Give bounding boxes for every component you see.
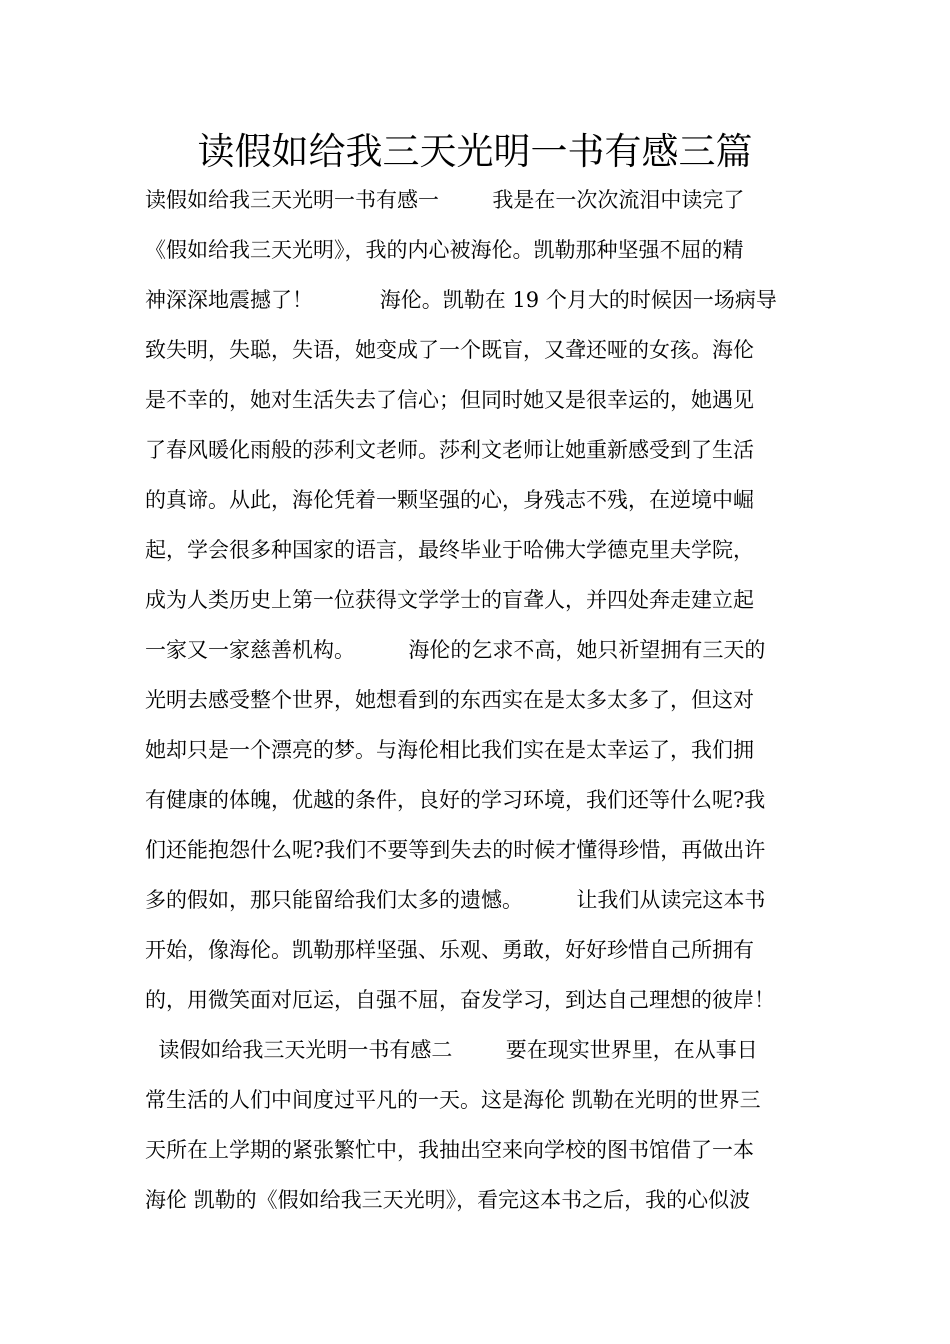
text-line: 读假如给我三天光明一书有感一 我是在一次次流泪中读完了 (145, 188, 745, 212)
document-title: 读假如给我三天光明一书有感三篇 (197, 130, 753, 173)
text-line: 光明去感受整个世界，她想看到的东西实在是太多太多了，但这对 (145, 688, 754, 712)
text-line: 一家又一家慈善机构。 海伦的乞求不高，她只祈望拥有三天的 (145, 638, 766, 662)
text-line: 神深深地震撼了！ 海伦。凯勒在 19 个月大的时候因一场病导 (145, 288, 777, 312)
text-line: 她却只是一个漂亮的梦。与海伦相比我们实在是太幸运了，我们拥 (145, 738, 754, 762)
text-line: 多的假如，那只能留给我们太多的遗憾。 让我们从读完这本书 (145, 888, 766, 912)
text-line: 了春风暖化雨般的莎利文老师。莎利文老师让她重新感受到了生活 (145, 438, 754, 462)
text-line: 有健康的体魄，优越的条件，良好的学习环境，我们还等什么呢?我 (145, 788, 766, 812)
text-line: 是不幸的，她对生活失去了信心；但同时她又是很幸运的，她遇见 (145, 388, 754, 412)
text-line: 成为人类历史上第一位获得文学学士的盲聋人，并四处奔走建立起 (145, 588, 754, 612)
text-line: 常生活的人们中间度过平凡的一天。这是海伦 凯勒在光明的世界三 (145, 1088, 761, 1112)
text-line: 起，学会很多种国家的语言，最终毕业于哈佛大学德克里夫学院， (145, 538, 754, 562)
text-line: 的，用微笑面对厄运，自强不屈，奋发学习，到达自己理想的彼岸！ (145, 988, 775, 1012)
text-line: 的真谛。从此，海伦凭着一颗坚强的心，身残志不残，在逆境中崛 (145, 488, 754, 512)
text-line: 致失明，失聪，失语，她变成了一个既盲，又聋还哑的女孩。海伦 (145, 338, 754, 362)
text-line: 们还能抱怨什么呢?我们不要等到失去的时候才懂得珍惜，再做出许 (145, 838, 766, 862)
text-line: 开始，像海伦。凯勒那样坚强、乐观、勇敢，好好珍惜自己所拥有 (145, 938, 754, 962)
text-line: 天所在上学期的紧张繁忙中，我抽出空来向学校的图书馆借了一本 (145, 1138, 754, 1162)
text-line: 读假如给我三天光明一书有感二 要在现实世界里，在从事日 (145, 1038, 758, 1062)
text-line: 《假如给我三天光明》，我的内心被海伦。凯勒那种坚强不屈的精 (145, 238, 744, 262)
text-line: 海伦 凯勒的《假如给我三天光明》，看完这本书之后，我的心似波 (145, 1188, 751, 1212)
